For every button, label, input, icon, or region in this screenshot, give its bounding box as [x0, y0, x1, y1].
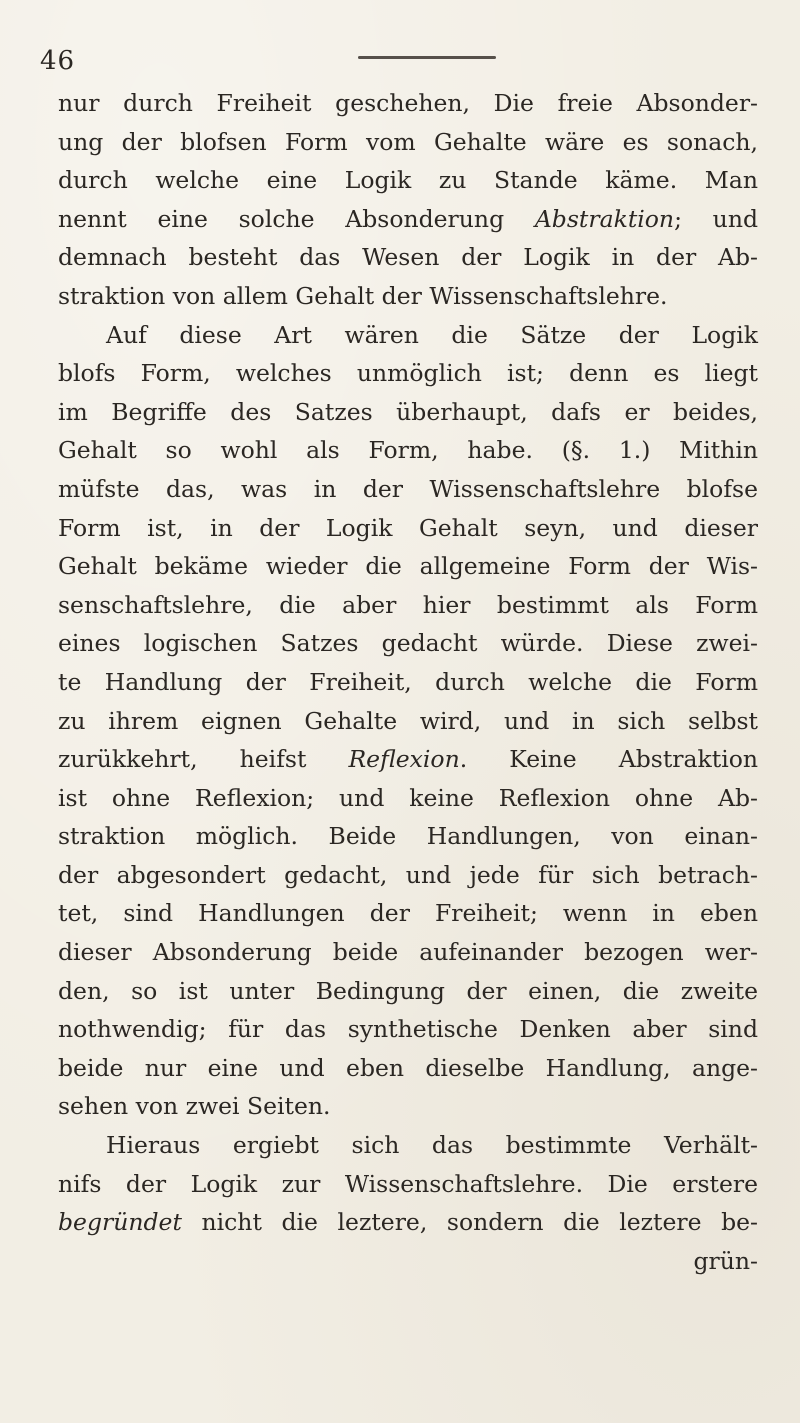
text-line [58, 856, 758, 895]
text-run: ung der blofsen Form vom Gehalte wäre es sonach, [58, 127, 758, 156]
text-run: eines logischen Satzes gedacht würde. Diese zwei- [58, 629, 758, 658]
text-run: den, so ist unter Bedingung der einen, die zweite [58, 976, 758, 1005]
body-text [58, 84, 758, 1280]
text-run: Auf diese Art wären die Sätze der Logik [106, 320, 758, 349]
text-run: durch welche eine Logik zu Stande käme. Man [58, 166, 758, 195]
text-line [58, 586, 758, 625]
text-run: zurükkehrt, heifst [58, 745, 349, 774]
text-run: te Handlung der Freiheit, durch welche die Form [58, 667, 758, 696]
text-run: blofs Form, welches unmöglich ist; denn es liegt [58, 359, 758, 388]
text-run: Gehalt so wohl als Form, habe. (§. 1.) Mithin [58, 436, 758, 465]
text-run: . Keine Abstraktion [459, 745, 758, 774]
text-line [58, 1087, 758, 1126]
text-line [58, 702, 758, 741]
text-run: senschaftslehre, die aber hier bestimmt als Form [58, 590, 758, 619]
text-line [58, 161, 758, 200]
text-line [58, 894, 758, 933]
page-number: 46 [40, 46, 76, 76]
text-line [58, 740, 758, 779]
text-run: sehen von zwei Seiten. [58, 1092, 331, 1121]
text-run: nifs der Logik zur Wissenschaftslehre. Die erstere [58, 1169, 758, 1198]
text-run: ; und [674, 204, 758, 233]
text-run: Gehalt bekäme wieder die allgemeine Form der Wis- [58, 552, 758, 581]
text-run: zu ihrem eignen Gehalte wird, und in sich selbst [58, 706, 758, 735]
text-line [58, 431, 758, 470]
text-run: Hieraus ergiebt sich das bestimmte Verhält- [106, 1131, 758, 1160]
text-run: nicht die leztere, sondern die leztere be- [181, 1208, 758, 1237]
text-run: dieser Absonderung beide aufeinander bezogen wer- [58, 938, 758, 967]
text-line [58, 354, 758, 393]
text-run: nur durch Freiheit geschehen, Die freie Absonder- [58, 89, 758, 117]
text-line [58, 123, 758, 162]
text-line [58, 393, 758, 432]
text-line [58, 817, 758, 856]
text-line [58, 238, 758, 277]
text-run: tet, sind Handlungen der Freiheit; wenn in eben [58, 899, 758, 928]
text-run: straktion von allem Gehalt der Wissenschaftslehre. [58, 281, 668, 310]
text-line [58, 663, 758, 702]
text-run: Form ist, in der Logik Gehalt seyn, und dieser [58, 513, 758, 542]
text-run: straktion möglich. Beide Handlungen, von einan- [58, 822, 758, 851]
text-line [58, 316, 758, 355]
emphasized-term: Abstraktion [534, 204, 675, 233]
text-line [58, 1242, 758, 1281]
text-line [58, 779, 758, 818]
text-line [58, 84, 758, 123]
text-line [58, 1165, 758, 1204]
text-run: nennt eine solche Absonderung [58, 204, 535, 233]
emphasized-term: begründet [58, 1208, 182, 1237]
text-line [58, 1049, 758, 1088]
text-line [58, 933, 758, 972]
text-run: ist ohne Reflexion; und keine Reflexion ohne Ab- [58, 783, 758, 812]
text-run: müfste das, was in der Wissenschaftslehre blofse [58, 474, 758, 503]
text-line [58, 624, 758, 663]
text-line [58, 200, 758, 239]
text-line [58, 972, 758, 1011]
header-rule [358, 56, 496, 59]
text-run: beide nur eine und eben dieselbe Handlung, ange- [58, 1053, 758, 1082]
text-line [58, 277, 758, 316]
text-run: im Begriffe des Satzes überhaupt, dafs er beides, [58, 397, 758, 426]
text-run: grün- [693, 1246, 758, 1275]
text-line [58, 1010, 758, 1049]
text-run: nothwendig; für das synthetische Denken aber sind [58, 1015, 758, 1044]
text-line [58, 470, 758, 509]
text-run: der abgesondert gedacht, und jede für sich betrach- [58, 860, 758, 889]
text-line [58, 1203, 758, 1242]
text-line [58, 547, 758, 586]
text-run: demnach besteht das Wesen der Logik in der Ab- [58, 243, 758, 272]
text-line [58, 1126, 758, 1165]
text-line [58, 509, 758, 548]
emphasized-term: Reflexion [348, 745, 460, 774]
